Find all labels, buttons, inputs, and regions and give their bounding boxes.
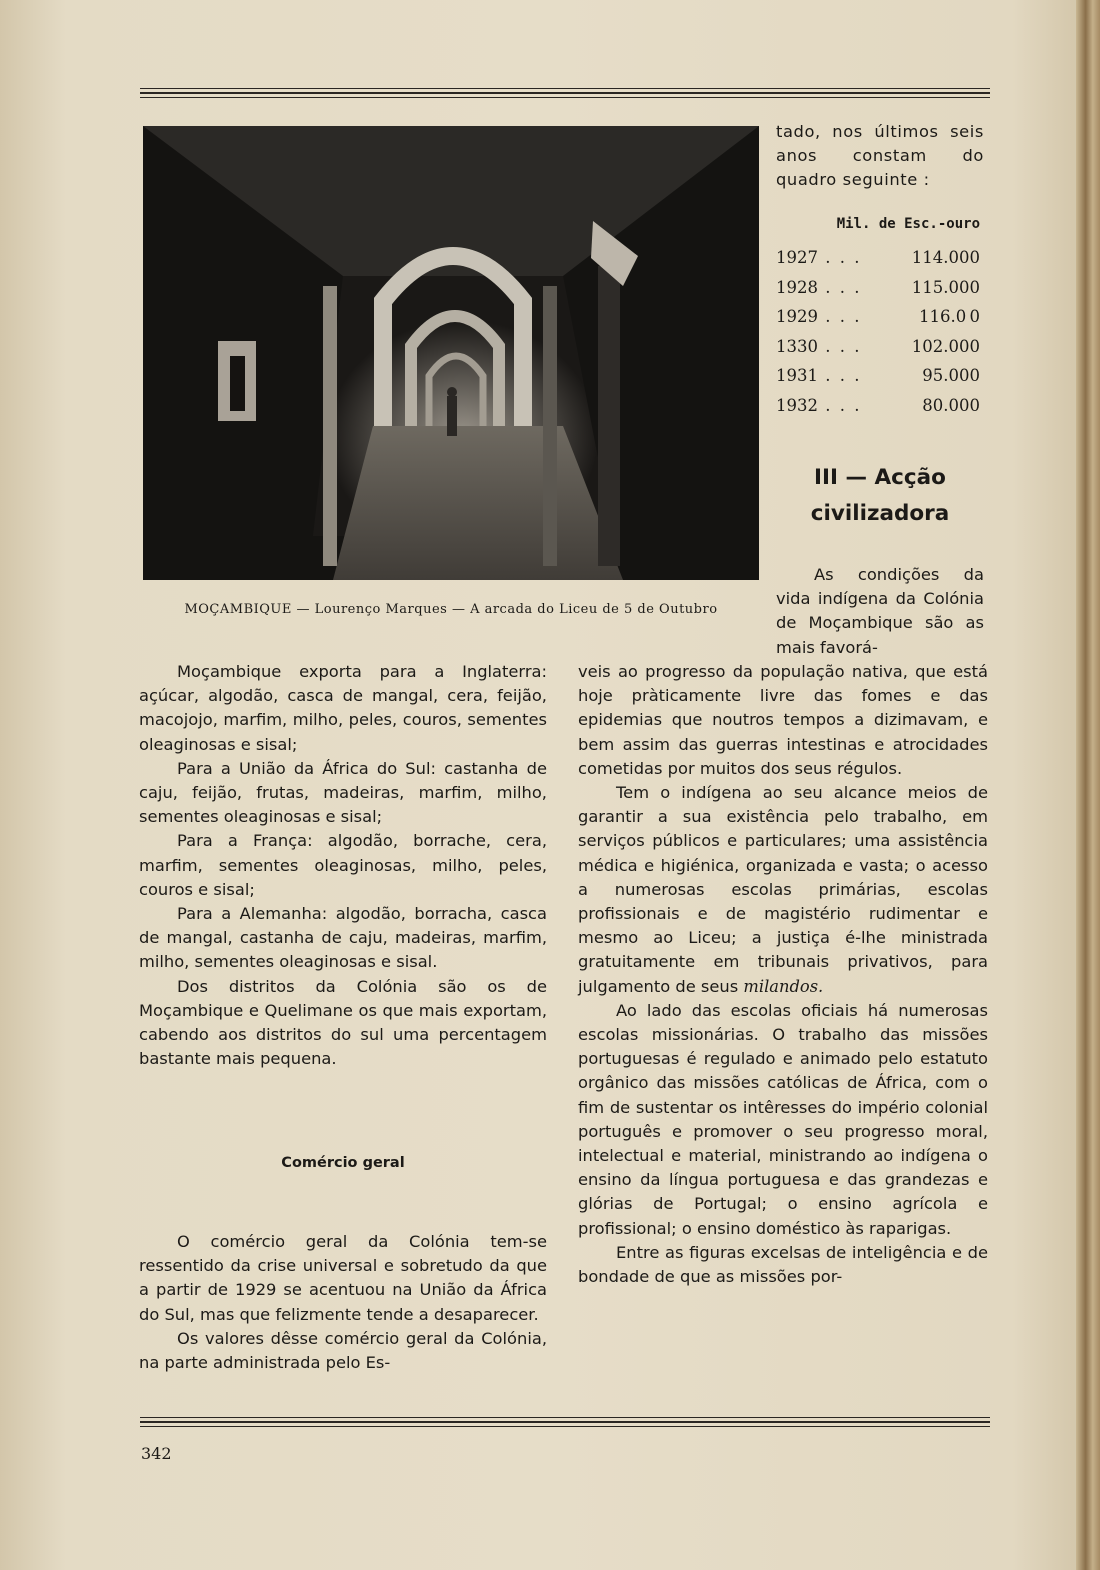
paragraph: Para a União da África do Sul: castanha de caju, feijão, frutas, madeiras, marfim, milho, sementes oleaginosas e sisal; — [139, 758, 547, 827]
bottom-rule — [140, 1417, 990, 1430]
paragraph: Dos distritos da Colónia são os de Moçambique e Quelimane os que mais exportam, cabendo aos distritos do sul uma percentagem bastante mais pequena. — [139, 976, 547, 1069]
exports-table — [776, 243, 980, 421]
table-header: Mil. de Esc.-ouro — [836, 216, 980, 232]
paragraph: Moçambique exporta para a Inglaterra: açúcar, algodão, casca de mangal, cera, feijão, macojojo, marfim, milho, peles, couros, sementes oleaginosas e sisal; — [139, 662, 547, 754]
top-rule — [140, 88, 990, 101]
section-title: III — Acção civilizadora — [810, 465, 950, 526]
subsection-title: Comércio geral — [281, 1155, 405, 1171]
table-row: 1929 . . . 116.0 0 — [776, 302, 980, 332]
table-row: 1931 . . . 95.000 — [776, 361, 980, 391]
photo-caption: MOÇAMBIQUE — Lourenço Marques — A arcada do Liceu de 5 de Outubro — [184, 602, 718, 617]
paragraph: Ao lado das escolas oficiais há numerosas escolas missionárias. O trabalho das missões portuguesas é regulado e animado pelo estatuto orgânico das missões católicas de África, com o fim de sustentar os intêresses do império colonial português e promover o seu progresso moral, intelectual e material, ministrando ao indígena o ensino da língua portuguesa e das grandezas e glórias de Portugal; o ensino agrícola e profissional; o ensino doméstico às raparigas. — [578, 1000, 988, 1238]
paragraph: Tem o indígena ao seu alcance meios de garantir a sua existência pelo trabalho, em serviços públicos e particulares; uma assistência médica e higiénica, organizada e vasta; o acesso a numerosas escolas primárias, escolas profissionais e de magistério rudimentar e mesmo ao Liceu; a justiça é-lhe ministrada gratuitamente em tribunais privativos, para julgamento de seus milandos. — [578, 783, 988, 996]
table-row: 1927 . . . 114.000 — [776, 243, 980, 273]
paragraph: Para a França: algodão, borrache, cera, marfim, sementes oleaginosas, milho, peles, couros e sisal; — [139, 831, 547, 899]
left-column — [139, 660, 547, 1071]
paragraph: Para a Alemanha: algodão, borracha, casca de mangal, castanha de caju, madeiras, marfim, milho, sementes oleaginosas e sisal. — [139, 904, 547, 972]
arcade-photo — [143, 126, 759, 580]
page-number: 342 — [141, 1444, 172, 1463]
paragraph: O comércio geral da Colónia tem-se ressentido da crise universal e sobretudo da que a partir de 1929 se acentuou na União da África do Sul, mas que felizmente tende a desaparecer. — [139, 1232, 547, 1324]
book-edge — [1076, 0, 1100, 1570]
right-column — [578, 660, 988, 1289]
arcade-illustration — [143, 126, 759, 580]
paragraph: Os valores dêsse comércio geral da Colónia, na parte administrada pelo Es- — [139, 1328, 547, 1373]
paragraph: veis ao progresso da população nativa, que está hoje pràticamente livre das fomes e das epidemias que noutros tempos a dizimavam, e bem assim das guerras intestinas e atrocidades cometidas por muitos dos seus régulos. — [578, 662, 988, 778]
left-column-lower — [139, 1230, 547, 1375]
right-top-text: tado, nos últimos seis anos constam do quadro seguinte : — [776, 122, 984, 190]
table-row: 1928 . . . 115.000 — [776, 273, 980, 303]
table-row: 1932 . . . 80.000 — [776, 391, 980, 421]
table-row: 1330 . . . 102.000 — [776, 332, 980, 362]
section-intro-text: As condições da vida indígena da Colónia de Moçambique são as mais favorá- — [776, 565, 984, 657]
paragraph: Entre as figuras excelsas de inteligência e de bondade de que as missões por- — [578, 1242, 988, 1287]
